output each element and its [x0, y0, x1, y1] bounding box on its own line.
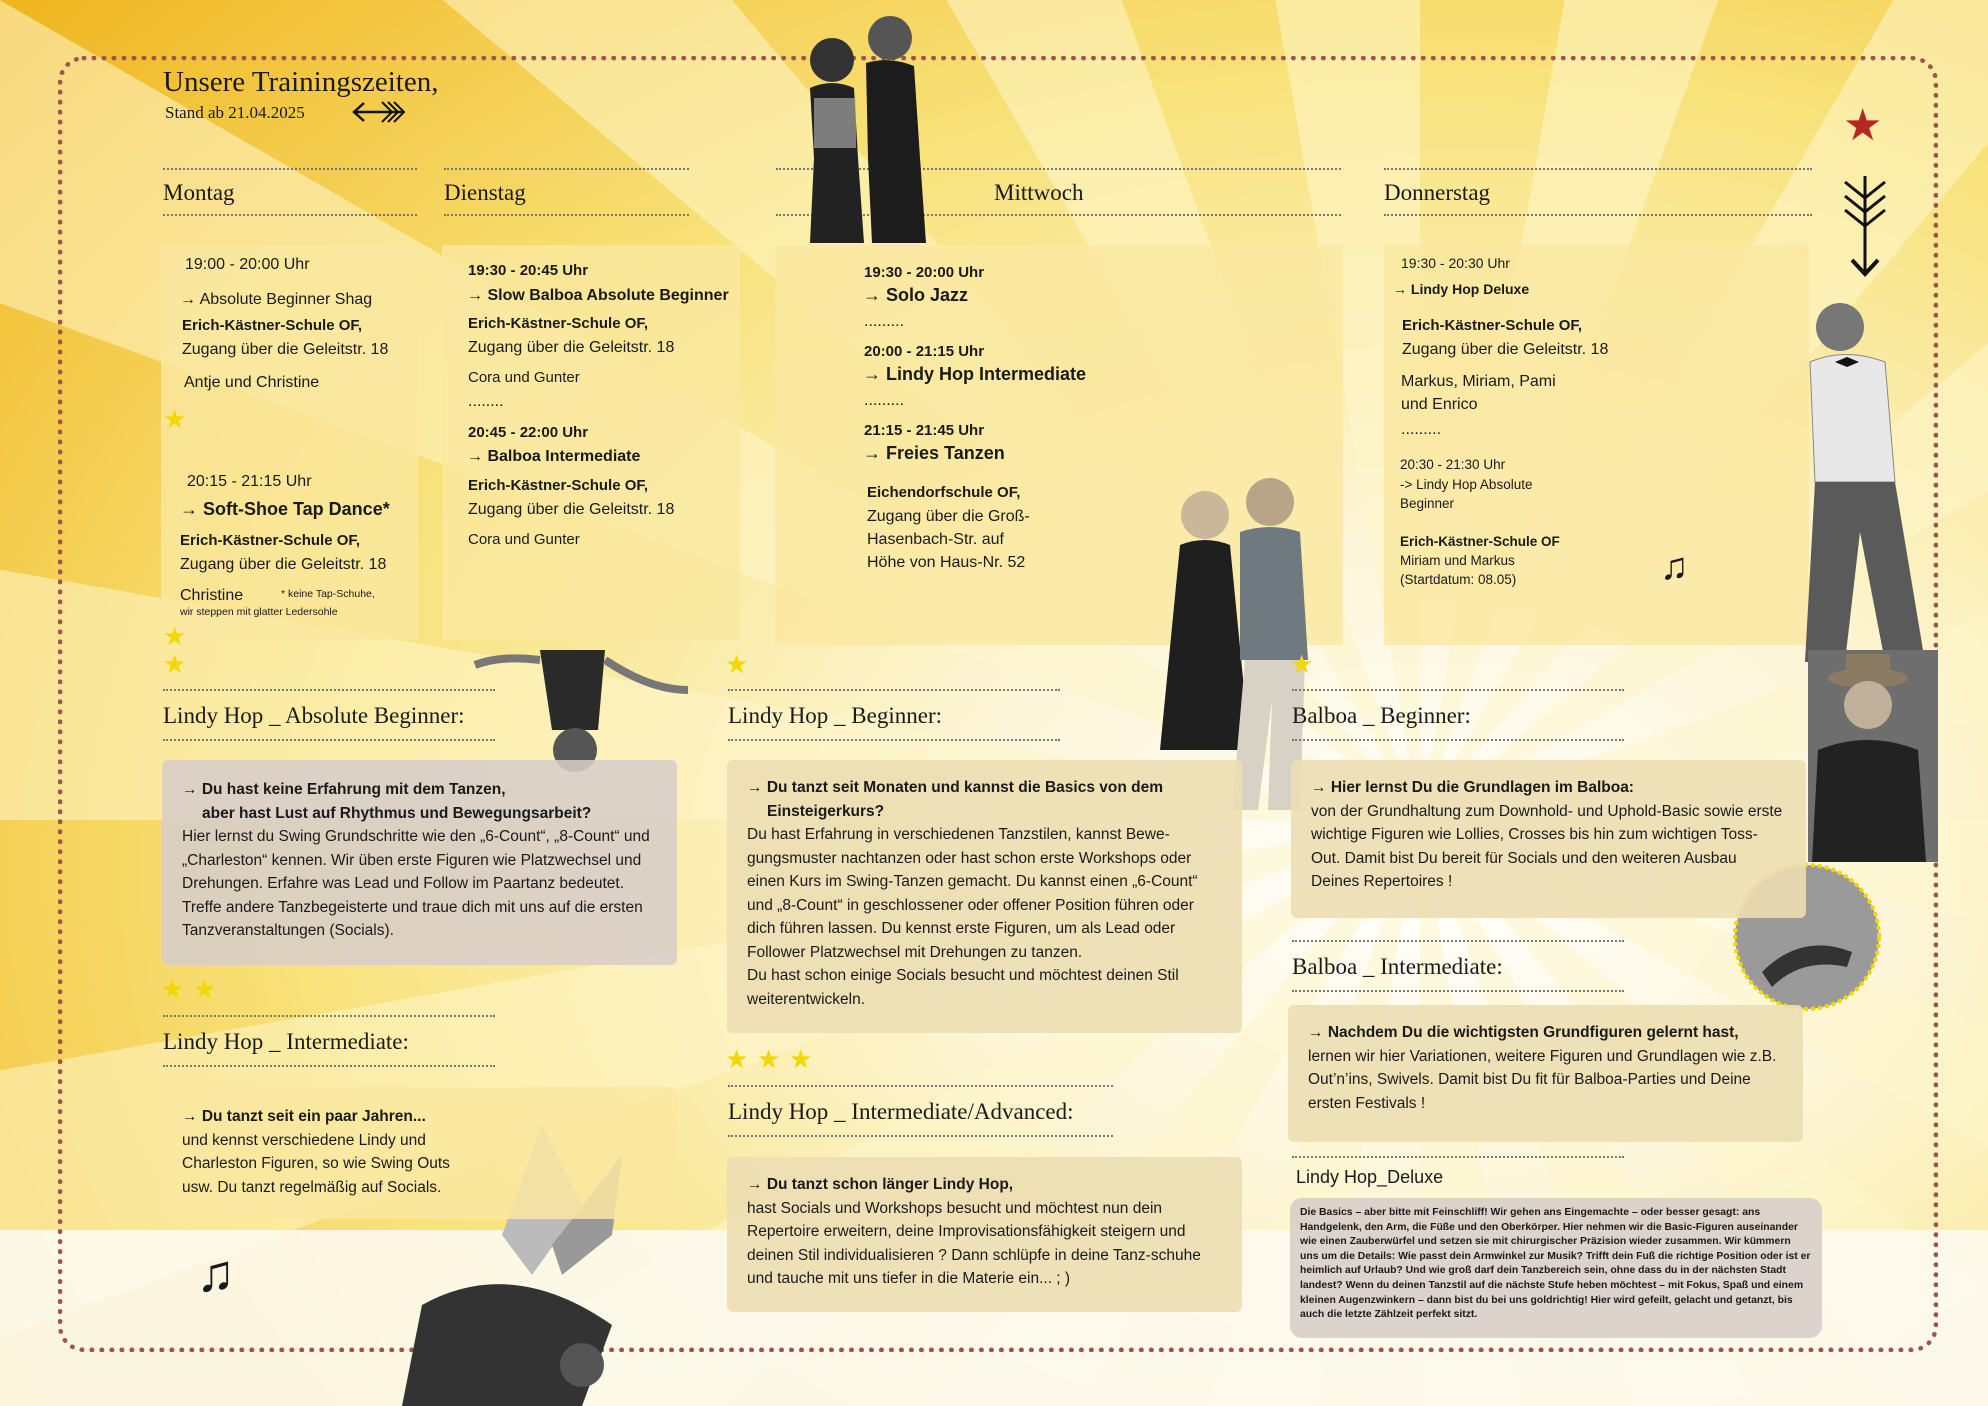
section-title-balboa-beginner: Balboa _ Beginner: [1292, 689, 1624, 741]
arrow-right-icon: → [467, 287, 483, 304]
arrow-right-icon: → [1311, 779, 1327, 796]
card-balboa-beginner [1291, 760, 1806, 918]
school: Erich-Kästner-Schule OF, [182, 317, 363, 334]
star-icon: ★ [163, 404, 187, 434]
card-body: von der Grundhaltung zum Downhold- und Uphold-Basic sowie erste wichtige Figuren wie Lollies, Crosses bis hin zum wichtigen Toss-Out. Damit bist Du bereit für Socials und den weiteren Ausbau Deines Repertoires ! [1311, 802, 1783, 890]
stand-date: Stand ab 21.04.2025 [165, 103, 305, 122]
red-star-icon: ★ [1843, 101, 1883, 150]
arrow-right-icon: → [747, 779, 763, 796]
section-title-lh-absolute: Lindy Hop _ Absolute Beginner: [163, 689, 495, 741]
course: → Lindy Hop Intermediate [863, 364, 1087, 384]
start-date: (Startdatum: 08.05) [1400, 572, 1517, 587]
teachers: Antje und Christine [184, 374, 320, 391]
arrow-right-icon: → [863, 443, 881, 463]
card-lead: → Du tanzt schon länger Lindy Hop, [747, 1176, 1014, 1193]
separator-dots: ......... [1401, 421, 1442, 438]
dancing-couple-photo [780, 8, 945, 243]
address-line: Höhe von Haus-Nr. 52 [867, 554, 1026, 571]
card-body: Du hast Erfahrung in verschiedenen Tanzstilen, kannst Bewe-gungsmuster nachtanzen oder hast schon erste Workshops oder einen Kurs im Swing-Tanzen gemacht. Du kannst einen „6-Count“ und „8-Count“ in geschlossener oder offener Position führen oder dich führen lassen. Du kennst erste Figuren, um als Lead oder Follower Platzwechsel mit Drehungen zu tanzen. [747, 826, 1198, 961]
arrow-right-icon: → [180, 499, 198, 519]
arrow-right-icon: → [182, 781, 198, 798]
star-icon: ★ [163, 649, 187, 679]
teachers: und Enrico [1401, 396, 1478, 413]
separator-dots: ........ [468, 393, 504, 410]
card-lh-absolute [162, 760, 677, 965]
time: 20:15 - 21:15 Uhr [187, 473, 312, 490]
card-body: Hier lernst du Swing Grundschritte wie den „6-Count“, „8-Count“ und „Charleston“ kennen. Wir üben erste Figuren wie Platzwechsel und Drehungen. Erfahre was Lead und Follow im Paartanz bedeutet. Treffe andere Tanzbegeisterte und traue dich mit uns auf die ersten Tanzveranstaltungen (Socials). [182, 828, 650, 939]
day-header-donnerstag: Donnerstag [1384, 168, 1812, 216]
arrow-right-icon: → [863, 364, 881, 384]
teachers: Cora und Gunter [468, 531, 580, 548]
access: Zugang über die Geleitstr. 18 [468, 339, 675, 356]
school: Erich-Kästner-Schule OF, [468, 315, 649, 332]
time: 20:45 - 22:00 Uhr [468, 424, 589, 441]
school: Erich-Kästner-Schule OF [1400, 534, 1560, 549]
arrow-right-icon: → [747, 1176, 763, 1193]
school: Erich-Kästner-Schule OF, [1402, 317, 1583, 334]
music-note-icon: ♫ [196, 1245, 235, 1303]
card-lh-intermediate [162, 1087, 677, 1219]
arrow-left-icon [350, 98, 406, 126]
arrow-right-icon: → [467, 448, 483, 465]
star-icon: ★ [161, 974, 185, 1004]
star-icon: ★ [163, 621, 187, 651]
card-lead: → Hier lernst Du die Grundlagen im Balboa: [1311, 779, 1634, 796]
arrow-right-icon: → [182, 1108, 198, 1125]
section-title-balboa-intermediate: Balboa _ Intermediate: [1292, 940, 1624, 992]
section-title-lh-intermediate: Lindy Hop _ Intermediate: [163, 1015, 495, 1067]
separator-dots: ......... [864, 392, 905, 409]
star-icon: ★ [725, 649, 749, 679]
card-body: Du hast schon einige Socials besucht und möchtest deinen Stil weiterentwickeln. [747, 967, 1179, 1008]
access: Zugang über die Geleitstr. 18 [180, 556, 387, 573]
separator-dots: ......... [864, 313, 905, 330]
arrow-down-icon [1840, 176, 1890, 280]
card-lead: aber hast Lust auf Rhythmus und Bewegungsarbeit? [202, 804, 592, 822]
page-title: Unsere Trainingszeiten, [163, 66, 439, 98]
star-icon: ★ [193, 974, 217, 1004]
teachers: Miriam und Markus [1400, 553, 1515, 568]
star-icon: ★ [725, 1044, 749, 1074]
school: Eichendorfschule OF, [867, 484, 1021, 501]
time: 20:00 - 21:15 Uhr [864, 343, 985, 360]
time: 19:30 - 20:30 Uhr [1401, 255, 1510, 271]
day-header-dienstag: Dienstag [444, 168, 689, 216]
day-header-mittwoch: Mittwoch [776, 168, 1341, 216]
course: → Lindy Hop Deluxe [1393, 281, 1530, 297]
course: → Absolute Beginner Shag [180, 291, 373, 308]
music-note-icon: ♫ [1660, 546, 1689, 588]
section-title-lh-advanced: Lindy Hop _ Intermediate/Advanced: [728, 1085, 1113, 1137]
card-body: Die Basics – aber bitte mit Feinschliff! Wir gehen ans Eingemachte – oder besser gesagt: ans Handgelenk, den Arm, die Füße und den Oberkörper. Hier nehmen wir die Basic-Figuren auseinander wie einen Zauberwürfel und setzen sie mit chirurgischer Präzision wieder zusammen. Wir kümmern uns um die Details: Wie passt dein Armwinkel zur Musik? Trifft dein Fuß die richtige Position oder ist er heimlich auf Urlaub? Und wie groß darf dein Tanzbereich sein, ohne dass du in der nächsten Stadt landest? Wenn du deinen Tanzstil auf die nächste Stufe heben möchtest – mit Fokus, Spaß und einem kleinen Augenzwinkern – dann bist du bei uns goldrichtig! Hier wird gefeilt, gelacht und getanzt, bis auch die letzte Zählzeit perfekt sitzt. [1300, 1207, 1811, 1321]
teachers: Christine [180, 587, 244, 604]
arrow-right-icon: → [180, 291, 196, 308]
card-body: und kennst verschiedene Lindy und Charleston Figuren, so wie Swing Outs usw. Du tanzt regelmäßig auf Socials. [182, 1131, 450, 1196]
divider [1292, 1156, 1624, 1158]
time: 19:30 - 20:45 Uhr [468, 262, 589, 279]
card-lh-beginner [727, 760, 1242, 1033]
time: 19:30 - 20:00 Uhr [864, 264, 985, 281]
time: 21:15 - 21:45 Uhr [864, 422, 985, 439]
address-line: Zugang über die Groß- [867, 508, 1030, 525]
course: → Balboa Intermediate [467, 448, 641, 465]
card-body: hast Socials und Workshops besucht und möchtest nun dein Repertoire erweitern, deine Improvisationsfähigkeit steigern und deinen Stil individualisieren ? Dann schlüpfe in deine Tanz-schuhe und tauche mit uns tiefer in die Materie ein... ; ) [747, 1199, 1201, 1287]
star-icon: ★ [757, 1044, 781, 1074]
teachers: Markus, Miriam, Pami [1401, 373, 1556, 390]
access: Zugang über die Geleitstr. 18 [1402, 341, 1609, 358]
arrow-right-icon: → [1393, 281, 1407, 297]
man-with-hat-photo [1808, 650, 1938, 862]
day-header-montag: Montag [163, 168, 417, 216]
card-lead: → Du hast keine Erfahrung mit dem Tanzen, [182, 781, 506, 798]
course: -> Lindy Hop Absolute [1400, 477, 1533, 492]
card-lead: → Du tanzt seit Monaten und kannst die Basics von dem Einsteigerkurs? [747, 779, 1163, 820]
course: → Soft-Shoe Tap Dance* [180, 499, 390, 519]
time: 20:30 - 21:30 Uhr [1400, 457, 1506, 472]
arrow-right-icon: → [1308, 1024, 1324, 1041]
footnote: wir steppen mit glatter Ledersohle [180, 606, 338, 618]
card-lh-advanced [727, 1157, 1242, 1312]
access: Zugang über die Geleitstr. 18 [468, 501, 675, 518]
star-icon: ★ [789, 1044, 813, 1074]
teachers: Cora und Gunter [468, 369, 580, 386]
card-body: lernen wir hier Variationen, weitere Figuren und Grundlagen wie z.B. Out’n’ins, Swivels. Damit bist Du fit für Balboa-Parties und Deine ersten Festivals ! [1308, 1047, 1777, 1112]
school: Erich-Kästner-Schule OF, [468, 477, 649, 494]
course: → Solo Jazz [863, 285, 969, 305]
star-icon: ★ [1290, 649, 1314, 679]
course: → Slow Balboa Absolute Beginner [467, 287, 729, 304]
address-line: Hasenbach-Str. auf [867, 531, 1004, 548]
access: Zugang über die Geleitstr. 18 [182, 341, 389, 358]
footnote: * keine Tap-Schuhe, [281, 588, 375, 600]
course: → Freies Tanzen [863, 443, 1005, 463]
dancer-man-photo [1785, 292, 1940, 672]
school: Erich-Kästner-Schule OF, [180, 532, 361, 549]
card-lh-deluxe [1290, 1198, 1822, 1338]
arrow-right-icon: → [863, 285, 881, 305]
card-lead: → Nachdem Du die wichtigsten Grundfiguren gelernt hast, [1308, 1024, 1739, 1041]
course: Beginner [1400, 496, 1455, 511]
section-title-lh-deluxe: Lindy Hop_Deluxe [1296, 1167, 1444, 1187]
card-balboa-intermediate [1288, 1005, 1803, 1142]
section-title-lh-beginner: Lindy Hop _ Beginner: [728, 689, 1060, 741]
time: 19:00 - 20:00 Uhr [185, 256, 310, 273]
card-lead: → Du tanzt seit ein paar Jahren... [182, 1108, 426, 1125]
